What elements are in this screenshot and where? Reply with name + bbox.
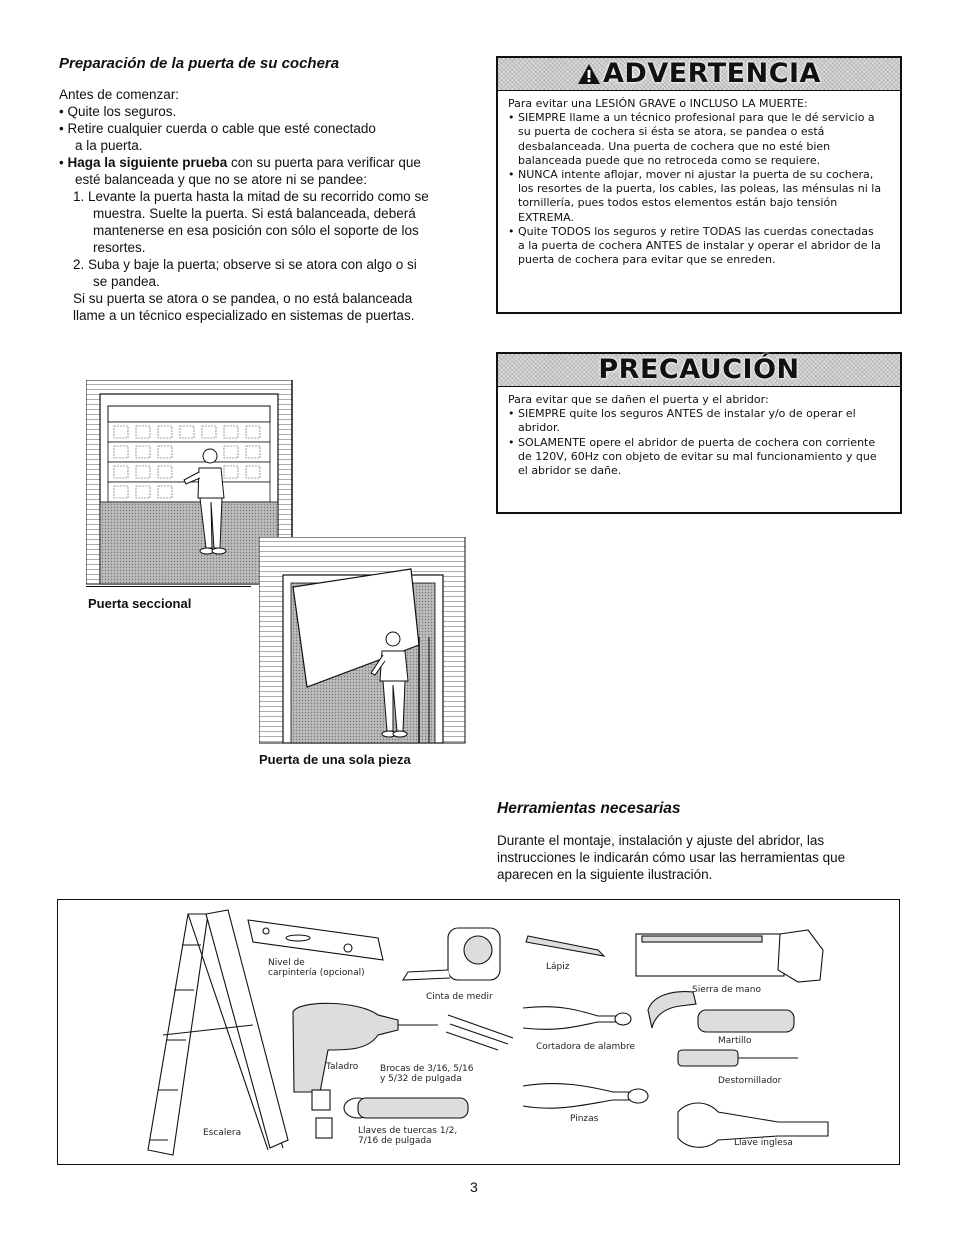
caption-sectional-door: Puerta seccional [88,596,192,611]
prep-step-1-line3: mantenerse en esa posición con sólo el soporte de los [93,223,419,238]
label-ladder: Escalera [203,1128,242,1138]
prep-step-1-line4: resortes. [93,240,146,255]
drill-bits-icon [446,1015,513,1050]
warning-bullet-2: • NUNCA intente aflojar, mover ni ajustar la puerta de su cochera, [508,168,874,182]
warning-b3-l2: a la puerta de cochera ANTES de instalar y operar el abridor de la [518,239,881,253]
label-adjustable-wrench: Llave inglesa [734,1138,793,1148]
warning-b3-l3: puerta de cochera para evitar que se enreden. [518,253,776,267]
prep-end-line1: Si su puerta se atora o se pandea, o no está balanceada [73,291,413,306]
warning-b1-l4: balanceada puede que no retroceda como se requiere. [518,153,821,167]
caution-body [498,387,900,486]
prep-bullet-3-line1: con su puerta para verificar que [227,155,421,170]
label-tape-measure: Cinta de medir [426,992,493,1002]
tools-intro-line3: aparecen en la siguiente ilustración. [497,867,713,882]
caution-header [498,354,900,387]
warning-b1-l1: SIEMPRE llame a un técnico profesional para que le dé servicio a [518,111,875,125]
prep-step-1-line2: muestra. Suelte la puerta. Si está balanceada, deberá [93,206,416,221]
section-title-herramientas: Herramientas necesarias [497,800,681,817]
level-icon [248,920,383,960]
one-piece-door-illustration [259,537,467,745]
page-number: 3 [470,1179,478,1195]
warning-intro: Para evitar una LESIÓN GRAVE o INCLUSO LA MUERTE: [508,97,808,110]
label-drill: Taladro [326,1062,359,1072]
warning-b3-l1: Quite TODOS los seguros y retire TODAS las cuerdas conectadas [518,224,874,238]
pencil-icon [526,936,604,956]
caution-b2-l2: de 120V, 60Hz con objeto de evitar su mal funcionamiento y que [518,449,877,463]
warning-body [498,91,900,275]
screwdriver-icon [678,1050,798,1066]
hacksaw-icon [636,930,823,982]
warning-b1-l2: su puerta de cochera si ésta se atora, se pandea o está [518,125,825,139]
prep-bullet-2-line1: Retire cualquier cuerda o cable que esté conectado [67,121,376,136]
prep-bullet-3: • Haga la siguiente prueba con su puerta para verificar que [59,155,421,170]
label-level: Nivel de carpintería (opcional) [268,958,365,978]
prep-bullet-1: • Quite los seguros. [59,104,177,119]
prep-intro: Antes de comenzar: [59,87,180,102]
tools-intro-line1: Durante el montaje, instalación y ajuste del abridor, las [497,833,825,848]
prep-step-2-line2: se pandea. [93,274,160,289]
warning-title [577,58,821,89]
section-title-preparacion: Preparación de la puerta de su cochera [59,55,340,72]
prep-end-line2: llame a un técnico especializado en sistemas de puertas. [73,308,415,323]
sectional-baseline [86,586,251,587]
caution-title: PRECAUCIÓN [598,354,800,385]
ladder-icon [148,910,288,1155]
prep-step-1-line1: 1. Levante la puerta hasta la mitad de su recorrido como se [73,189,429,204]
warning-title-text: ADVERTENCIA [603,58,821,89]
preparation-text [59,86,459,324]
prep-bullet-2: • Retire cualquier cuerda o cable que esté conectado [59,121,376,136]
prep-step-2-line1: 2. Suba y baje la puerta; observe si se atora con algo o si [73,257,417,272]
hammer-icon [648,992,794,1032]
label-hammer: Martillo [718,1036,752,1046]
caution-b2-l1: SOLAMENTE opere el abridor de puerta de cochera con corriente [518,435,876,449]
label-pencil: Lápiz [546,962,570,972]
label-hacksaw: Sierra de mano [692,985,761,995]
tools-intro [497,832,897,883]
warning-b1-l3: desbalanceada. Una puerta de cochera que no esté bien [518,139,831,153]
warning-b2-l3: tornillería, pues todos estos elementos están bajo tensión [518,196,838,210]
warning-header [498,58,900,91]
caution-bullet-1: • SIEMPRE quite los seguros ANTES de instalar y/o de operar el [508,407,856,421]
label-screwdriver: Destornillador [718,1076,782,1086]
prep-bullet-2-line2: a la puerta. [75,138,143,153]
warning-bullet-1: • SIEMPRE llame a un técnico profesional para que le dé servicio a [508,111,875,125]
prep-bullet-3-line2: esté balanceada y que no se atore ni se pandee: [75,172,367,187]
caption-one-piece-door: Puerta de una sola pieza [259,752,411,767]
label-wire-cutter: Cortadora de alambre [536,1042,635,1052]
warning-b2-l4: EXTREMA. [518,210,574,224]
label-drill-bits: Brocas de 3/16, 5/16 y 5/32 de pulgada [380,1064,474,1084]
warning-bullet-3: • Quite TODOS los seguros y retire TODAS las cuerdas conectadas [508,224,874,238]
caution-bullet-2: • SOLAMENTE opere el abridor de puerta de cochera con corriente [508,435,876,449]
pliers-icon [523,1084,648,1109]
tools-drawing [58,900,899,1164]
caution-b1-l1: SIEMPRE quite los seguros ANTES de instalar y/o de operar el [518,407,856,421]
tape-measure-icon [403,928,500,980]
caution-b1-l2: abridor. [518,421,561,435]
warning-b2-l1: NUNCA intente aflojar, mover ni ajustar la puerta de su cochera, [518,168,874,182]
wire-cutter-icon [523,1007,631,1030]
tools-intro-line2: instrucciones le indicarán cómo usar las herramientas que [497,850,846,865]
prep-bullet-1-text: Quite los seguros. [67,104,177,119]
warning-b2-l2: los resortes de la puerta, los cables, las poleas, las ménsulas ni la [518,182,882,196]
caution-box [496,352,902,514]
prep-bullet-3-bold: Haga la siguiente prueba [67,155,228,170]
warning-box [496,56,902,314]
label-pliers: Pinzas [570,1114,599,1124]
warning-triangle-icon [577,63,601,85]
label-socket-wrenches: Llaves de tuercas 1/2, 7/16 de pulgada [358,1126,458,1146]
tools-figure [57,899,900,1165]
caution-intro: Para evitar que se dañen el puerta y el abridor: [508,393,769,406]
caution-b2-l3: el abridor se dañe. [518,464,622,478]
